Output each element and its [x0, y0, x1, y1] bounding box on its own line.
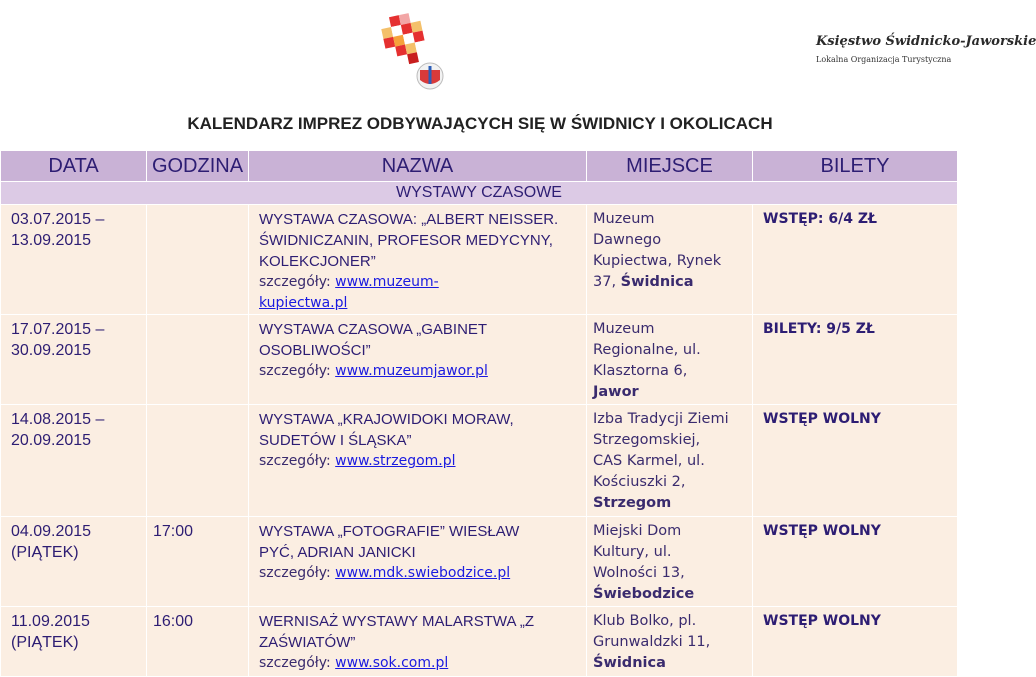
date-end: 13.09.2015 — [11, 232, 92, 249]
event-place — [587, 607, 753, 677]
event-link[interactable]: www.mdk.swiebodzice.pl — [335, 565, 511, 581]
event-date — [1, 405, 147, 517]
place-city: Świdnica — [620, 274, 694, 290]
event-name — [249, 607, 587, 677]
place-line: Muzeum — [593, 211, 655, 227]
table-row — [1, 315, 958, 405]
brand-logo — [368, 4, 1036, 94]
place-line: CAS Karmel, ul. — [593, 453, 705, 469]
event-place — [587, 405, 753, 517]
details-line — [259, 563, 582, 584]
table-row — [1, 517, 958, 607]
date-start: 04.09.2015 — [11, 523, 92, 540]
event-link[interactable]: www.strzegom.pl — [335, 453, 456, 469]
section-row — [1, 182, 958, 205]
event-name — [249, 405, 587, 517]
checkered-heart-icon — [368, 4, 458, 94]
col-header-date: DATA — [1, 151, 147, 182]
event-time: 17:00 — [147, 517, 249, 607]
place-city: Strzegom — [593, 495, 672, 511]
name-line: ZAŚWIATÓW” — [259, 634, 356, 651]
date-start: 03.07.2015 – — [11, 211, 105, 228]
place-line: Kupiectwa, Rynek — [593, 253, 722, 269]
place-line: 37, — [593, 274, 621, 290]
name-line: WYSTAWA „KRAJOWIDOKI MORAW, — [259, 411, 514, 428]
place-line: Kościuszki 2, — [593, 474, 686, 490]
date-weekday: (PIĄTEK) — [11, 544, 79, 561]
place-line: Kultury, ul. — [593, 544, 672, 560]
table-row — [1, 405, 958, 517]
event-ticket: BILETY: 9/5 ZŁ — [753, 315, 958, 405]
events-table — [0, 150, 958, 677]
event-name — [249, 205, 587, 315]
name-line: SUDETÓW I ŚLĄSKA” — [259, 432, 412, 449]
event-name — [249, 517, 587, 607]
event-place — [587, 517, 753, 607]
place-line: Izba Tradycji Ziemi — [593, 411, 729, 427]
place-line: Klub Bolko, pl. — [593, 613, 697, 629]
event-time — [147, 205, 249, 315]
place-line: Grunwaldzki 11, — [593, 634, 711, 650]
place-line: Miejski Dom — [593, 523, 682, 539]
details-line — [259, 653, 582, 674]
event-time: 16:00 — [147, 607, 249, 677]
event-date — [1, 517, 147, 607]
event-link[interactable]: www.muzeumjawor.pl — [335, 363, 488, 379]
event-ticket: WSTĘP WOLNY — [753, 517, 958, 607]
details-label: szczegóły: — [259, 453, 336, 469]
place-line: Klasztorna 6, — [593, 363, 688, 379]
place-city: Jawor — [593, 384, 639, 400]
event-ticket: WSTĘP: 6/4 ZŁ — [753, 205, 958, 315]
details-line — [259, 272, 582, 293]
details-label: szczegóły: — [259, 274, 336, 290]
event-link[interactable]: kupiectwa.pl — [259, 295, 348, 311]
page-title: KALENDARZ IMPREZ ODBYWAJĄCYCH SIĘ W ŚWIDNICY I OKOLICACH — [187, 114, 773, 133]
event-ticket: WSTĘP WOLNY — [753, 607, 958, 677]
event-ticket: WSTĘP WOLNY — [753, 405, 958, 517]
event-link[interactable]: www.muzeum- — [335, 274, 439, 290]
table-header-row — [1, 151, 958, 182]
place-city: Świebodzice — [593, 586, 695, 602]
table-row — [1, 205, 958, 315]
details-label: szczegóły: — [259, 363, 336, 379]
date-end: 30.09.2015 — [11, 342, 92, 359]
event-time — [147, 315, 249, 405]
col-header-name: NAZWA — [249, 151, 587, 182]
event-date — [1, 315, 147, 405]
date-start: 17.07.2015 – — [11, 321, 105, 338]
details-label: szczegóły: — [259, 565, 336, 581]
col-header-tickets: BILETY — [753, 151, 958, 182]
name-line: WYSTAWA CZASOWA „GABINET — [259, 321, 488, 338]
name-line: WYSTAWA „FOTOGRAFIE” WIESŁAW — [259, 523, 520, 540]
place-line: Dawnego — [593, 232, 662, 248]
name-line: WYSTAWA CZASOWA: „ALBERT NEISSER. — [259, 211, 559, 228]
name-line: KOLEKCJONER” — [259, 253, 376, 270]
details-label: szczegóły: — [259, 655, 336, 671]
date-start: 11.09.2015 — [11, 613, 90, 630]
date-start: 14.08.2015 – — [11, 411, 105, 428]
event-name — [249, 315, 587, 405]
place-city: Świdnica — [593, 655, 666, 671]
table-row — [1, 607, 958, 677]
name-line: OSOBLIWOŚCI” — [259, 342, 371, 359]
name-line: ŚWIDNICZANIN, PROFESOR MEDYCYNY, — [259, 232, 553, 249]
name-line: WERNISAŻ WYSTAWY MALARSTWA „Z — [259, 613, 535, 630]
logo-subtitle: Lokalna Organizacja Turystyczna — [816, 55, 952, 64]
event-time — [147, 405, 249, 517]
logo-title: Księstwo Świdnicko-Jaworskie — [816, 34, 1036, 49]
section-title: WYSTAWY CZASOWE — [1, 182, 958, 205]
date-weekday: (PIĄTEK) — [11, 634, 79, 651]
event-link[interactable]: www.sok.com.pl — [335, 655, 449, 671]
place-line: Regionalne, ul. — [593, 342, 701, 358]
event-place — [587, 315, 753, 405]
place-line: Wolności 13, — [593, 565, 685, 581]
date-end: 20.09.2015 — [11, 432, 92, 449]
event-place — [587, 205, 753, 315]
col-header-place: MIEJSCE — [587, 151, 753, 182]
col-header-time: GODZINA — [147, 151, 249, 182]
details-line — [259, 361, 582, 382]
event-date — [1, 607, 147, 677]
details-line — [259, 293, 582, 314]
event-date — [1, 205, 147, 315]
name-line: PYĆ, ADRIAN JANICKI — [259, 544, 416, 561]
place-line: Muzeum — [593, 321, 655, 337]
details-line — [259, 451, 582, 472]
place-line: Strzegomskiej, — [593, 432, 701, 448]
